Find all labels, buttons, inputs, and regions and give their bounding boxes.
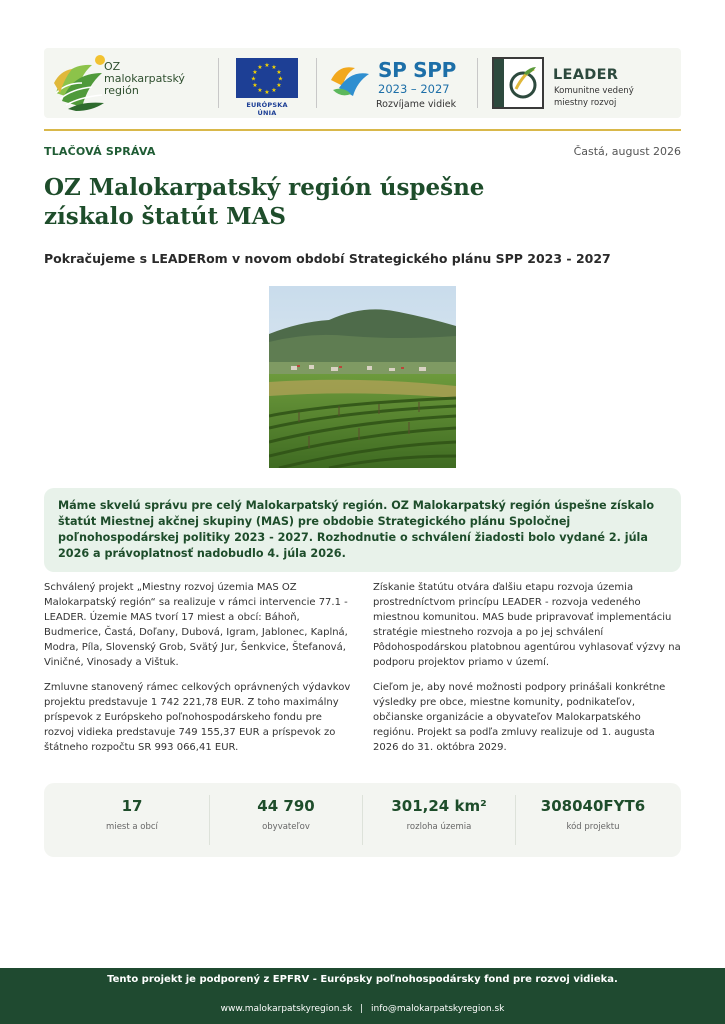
svg-text:★: ★ xyxy=(276,82,282,89)
body-column-left xyxy=(44,580,352,765)
body-paragraph: Cieľom je, aby nové možnosti podpory prinášali konkrétne výsledky pre obce, miestne komunity, podnikateľov, občianske organizácie a obyvateľov Malokarpatského regiónu. Projekt sa podľa zmluvy realizuje od 1. augusta 2026 do 31. októbra 2029. xyxy=(373,682,666,753)
stat-label: miest a obcí xyxy=(106,822,158,832)
eu-caption: EURÓPSKA ÚNIA xyxy=(246,101,288,117)
leader-emblem-icon xyxy=(492,57,544,109)
stat-project-code xyxy=(516,783,670,857)
body-column-right xyxy=(373,580,681,765)
leader-title: LEADER xyxy=(553,67,619,83)
leader-logo xyxy=(44,48,681,118)
svg-text:★: ★ xyxy=(271,87,277,94)
svg-text:★: ★ xyxy=(277,75,284,83)
sp-spp-title: SP SPP xyxy=(378,58,456,82)
stat-label: kód projektu xyxy=(566,822,620,832)
dateline: Častá, august 2026 xyxy=(573,145,681,158)
svg-text:★: ★ xyxy=(257,64,263,71)
press-release-label: TLAČOVÁ SPRÁVA xyxy=(44,145,156,158)
stats-panel xyxy=(44,783,681,857)
website-link[interactable]: www.malokarpatskyregion.sk xyxy=(220,1004,353,1014)
svg-text:★: ★ xyxy=(252,82,258,89)
body-paragraph: Zmluvne stanovený rámec celkových oprávnených výdavkov projektu predstavuje 1 742 221,78 EUR. Z toho maximálny príspevok z Európskeho poľnohospodárskeho fondu pre rozvoj vidieka predstavuje 749 155,37 EUR a príspevok zo štátneho rozpočtu SR 993 066,41 EUR. xyxy=(44,682,351,753)
body-paragraph: Získanie štatútu otvára ďalšiu etapu rozvoja územia prostredníctvom princípu LEADER - rozvoja vedeného miestnou komunitou. MAS bude pripravovať implementáciu stratégie miestneho rozvoja a po jej schválení Pôdohospodárskou platobnou agentúrou vyhlasovať výzvy na podporu projektov priamo v území. xyxy=(373,582,681,668)
landscape-photo xyxy=(269,286,456,468)
subheadline: Pokračujeme s LEADERom v novom období Strategického plánu SPP 2023 - 2027 xyxy=(44,251,611,266)
partner-logo-bar xyxy=(44,48,681,118)
svg-text:★: ★ xyxy=(264,89,270,96)
svg-text:★: ★ xyxy=(257,87,263,94)
svg-text:★: ★ xyxy=(250,75,257,83)
stat-label: obyvateľov xyxy=(262,822,310,832)
footer-separator: | xyxy=(360,1004,364,1014)
footer-contact xyxy=(0,1004,725,1014)
footer xyxy=(0,968,725,1024)
page-title: OZ Malokarpatský región úspešne získalo štatút MAS xyxy=(44,174,485,230)
lead-paragraph: Máme skvelú správu pre celý Malokarpatský región. OZ Malokarpatský región úspešne získalo štatút Miestnej akčnej skupiny (MAS) pre obdobie Strategického plánu Spoločnej poľnohospodárskej politiky 2023 - 2027. Rozhodnutie o schválení žiadosti bolo vydané 2. júla 2026 a právoplatnosť nadobudlo 4. júla 2026. xyxy=(58,499,655,560)
stat-value: 17 xyxy=(121,797,143,815)
body-paragraph: Schválený projekt „Miestny rozvoj územia MAS OZ Malokarpatský región“ sa realizuje v rámci intervencie 77.1 - LEADER. Územie MAS tvorí 17 miest a obcí: Báhoň, Budmerice, Častá, Doľany, Dubová, Igram, Jablonec, Kaplná, Modra, Píla, Slovenský Grob, Svätý Jur, Šenkvice, Štefanová, Viničné, Vinosady a Vištuk. xyxy=(44,582,348,668)
stat-label: rozloha územia xyxy=(406,822,472,832)
email-link[interactable]: info@malokarpatskyregion.sk xyxy=(371,1004,505,1014)
stat-area xyxy=(362,783,516,857)
leader-subtitle: Komunitne vedený miestny rozvoj xyxy=(554,86,634,108)
sp-spp-tagline: Rozvíjame vidiek xyxy=(376,99,457,110)
stat-value: 44 790 xyxy=(257,797,315,815)
svg-text:★: ★ xyxy=(271,64,277,71)
sp-spp-years: 2023 – 2027 xyxy=(378,82,450,96)
stat-municipalities xyxy=(55,783,209,857)
funding-note: Tento projekt je podporený z EPFRV - Európsky poľnohospodársky fond pre rozvoj vidieka. xyxy=(107,974,618,985)
lead-callout xyxy=(44,488,681,572)
svg-text:★: ★ xyxy=(264,62,270,69)
stat-value: 301,24 km² xyxy=(391,797,487,815)
header-divider xyxy=(44,129,681,131)
oz-logo-wordmark: OZ malokarpatský región xyxy=(104,60,185,97)
svg-text:★: ★ xyxy=(276,69,282,76)
stat-population xyxy=(209,783,363,857)
stat-value: 308040FYT6 xyxy=(540,797,646,815)
svg-text:★: ★ xyxy=(252,69,258,76)
